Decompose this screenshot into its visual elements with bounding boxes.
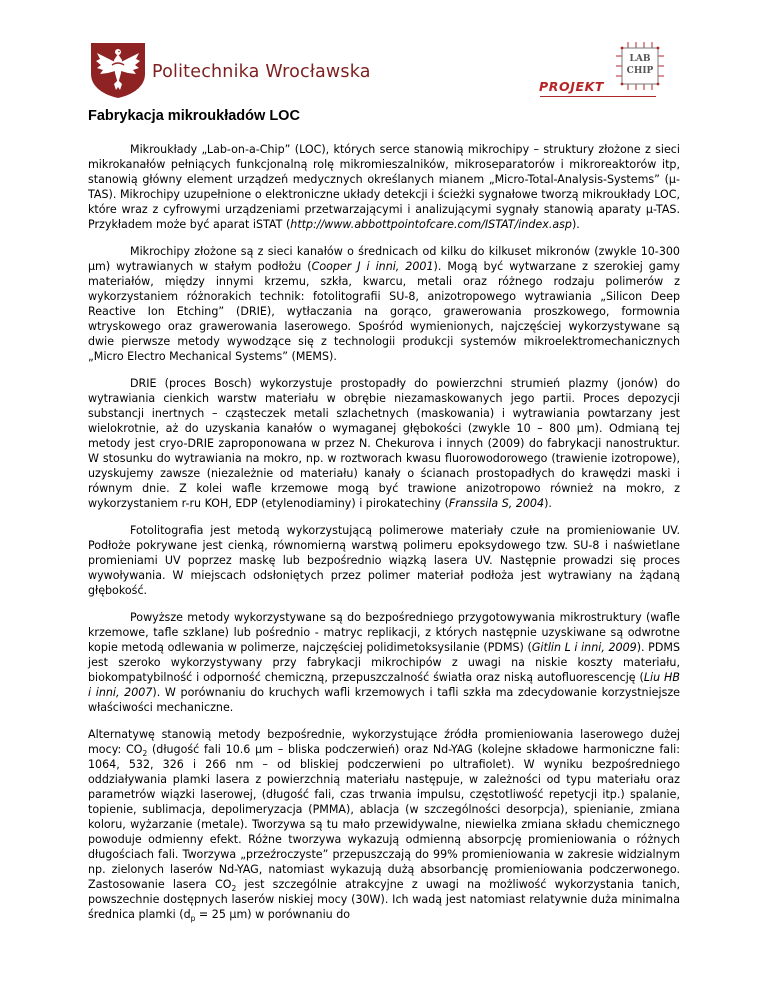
university-logo: [88, 40, 148, 100]
university-name: Politechnika Wrocławska: [152, 62, 371, 82]
lab-chip-logo: [612, 40, 672, 92]
lab-label: LAB: [629, 54, 651, 64]
document-title: Fabrykacja mikroukładów LOC: [88, 108, 300, 124]
citation: Franssila S, 2004: [448, 497, 545, 510]
project-label: PROJEKT: [539, 79, 605, 94]
citation: Gitlin L i inni, 2009: [531, 641, 637, 654]
paragraph-3: DRIE (proces Bosch) wykorzystuje prostopadły do powierzchni strumień plazmy (jonów) do wytrawiania cienkich warstw materiału w obrębie niezamaskowanych jego partii. Proces depozycji substancji inertnych – cząsteczek metali szlachetnych (maskowania) i wytrawiania powtarzany jest wielokrotnie, aż do uzyskania kanałów o wymaganej głębokości (zwykle 10 – 800 µm). Odmianą tej metody jest cryo-DRIE zaproponowana w przez N. Chekurova i innych (2009) do fabrykacji nanostruktur. W stosunku do wytrawiania na mokro, np. w roztworach kwasu fluorowodorowego (trawienie izotropowe), uzyskujemy zawsze (niezależnie od materiału) kanały o ścianach prostopadłych do krawędzi maski i równym dnie. Z kolei wafle krzemowe mogą być trawione anizotropowo również na mokro, z wykorzystaniem r-ru KOH, EDP (etylenodiaminy) i pirokatechiny (Franssila S, 2004).: [88, 377, 680, 510]
paragraph-4: Fotolitografia jest metodą wykorzystującą polimerowe materiały czułe na promieniowanie UV. Podłoże pokrywane jest cienką, równomierną warstwą polimeru epoksydowego tzw. SU-8 i naświetlane promieniami UV poprzez maskę lub bezpośrednio wiązką lasera UV. Następnie prowadzi się proces wywoływania. W miejscach odsłoniętych przez polimer materiał podłoża jest wytrawiany na żądaną głębokość.: [88, 524, 680, 597]
paragraph-6: Alternatywę stanowią metody bezpośrednie, wykorzystujące źródła promieniowania laserowego dużej mocy: $CO_2$ (długość fali 10.6 µm – bliska podczerwień) oraz Nd-YAG (kolejne składowe harmoniczne fali: 1064, 532, 326 i 266 nm – od bliskiej podczerwieni po ultrafiolet). W wyniku bezpośredniego oddziaływania plamki lasera z powierzchnią materiału następuje, w zależności od typu materiału oraz parametrów wiązki laserowej, (długość fali, czas trwania impulsu, częstotliwość repetycji itp.) spalanie, topienie, sublimacja, depolimeryzacja (PMMA), ablacja (w szczególności desorpcja), spienianie, zmiana koloru, wyżarzanie (metale). Tworzywa są tu mało przewidywalne, niewielka zmiana składu chemicznego powoduje odmienny efekt. Różne tworzywa wykazują odmienną absorpcję promieniowania o różnych długościach fali. Tworzywa „przeźroczyste” przepuszczają do 99% promieniowania w zakresie widzialnym np. zielonych laserów Nd-YAG, natomiast wykazują dużą absorbancję promieniowania podczerwonego. Zastosowanie lasera $CO_2$ jest szczególnie atrakcyjne z uwagi na możliwość wykorzystania tanich, powszechnie dostępnych laserów niskiej mocy (30W). Ich wadą jest natomiast relatywnie duża minimalna średnica plamki ($d_p = 25$ µm) w porównaniu do: [88, 728, 681, 924]
eagle-crest-icon: [88, 40, 148, 100]
citation: http://www.abbottpointofcare.com/ISTAT/index.asp: [290, 218, 572, 231]
paragraph-5: Powyższe metody wykorzystywane są do bezpośredniego przygotowywania mikrostruktury (wafle krzemowe, tafle szklane) lub pośrednio - matryc replikacji, z których następnie uzyskiwane są odwrotne kopie metodą odlewania w polimerze, najczęściej polidimetoksysilanie (PDMS) (Gitlin L i inni, 2009). PDMS jest szeroko wykorzystywany przy fabrykacji mikrochipów z uwagi na niskie koszty materiału, biokompatybilność i odporność chemiczną, przepuszczalność światła oraz niską autofluorescencję (Liu HB i inni, 2007). W porównaniu do kruchych wafli krzemowych i tafli szkła ma zdecydowanie korzystniejsze właściwości mechaniczne.: [88, 611, 681, 714]
paragraph-1: Mikroukłady „Lab-on-a-Chip” (LOC), których serce stanowią mikrochipy – struktury złożone z sieci mikrokanałów pełniących funkcjonalną rolę mikromieszalników, mikroseparatorów i mikroreaktorów itp, stanowią główny element urządzeń medycznych określanych mianem „Micro-Total-Analysis-Systems” (µ-TAS). Mikrochipy uzupełnione o elektroniczne układy detekcji i ścieżki sygnałowe tworzą mikroukłady LOC, które wraz z cyfrowymi urządzeniami przetwarzającymi i analizującymi sygnały stanowią aparaty µ-TAS. Przykładem może być aparat iSTAT (http://www.abbottpointofcare.com/ISTAT/index.asp).: [88, 143, 680, 231]
header-divider: [540, 96, 656, 97]
paragraph-2: Mikrochipy złożone są z sieci kanałów o średnicach od kilku do kilkuset mikronów (zwykle 10-300 µm) wytrawianych w stałym podłożu (Cooper J i inni, 2001). Mogą być wytwarzane z szerokiej gamy materiałów, między innymi krzemu, szkła, kwarcu, metali oraz różnego rodzaju polimerów z wykorzystaniem różnorakich technik: fotolitografii SU-8, anizotropowego wytrawiania „Silicon Deep Reactive Ion Etching” (DRIE), wytłaczania na gorąco, grawerowania proszkowego, formownia wtryskowego oraz grawerowania laserowego. Spośród wymienionych, najczęściej wykorzystywane są dwie pierwsze metody wywodzące się z technologii produkcji systemów mikroelektromechanicznych „Micro Electro Mechanical Systems” (MEMS).: [88, 245, 680, 363]
document-body: [88, 142, 680, 934]
citation: Cooper J i inni, 2001: [311, 260, 434, 273]
citation: Liu HB i inni, 2007: [88, 671, 680, 699]
chip-label: CHIP: [626, 66, 654, 76]
